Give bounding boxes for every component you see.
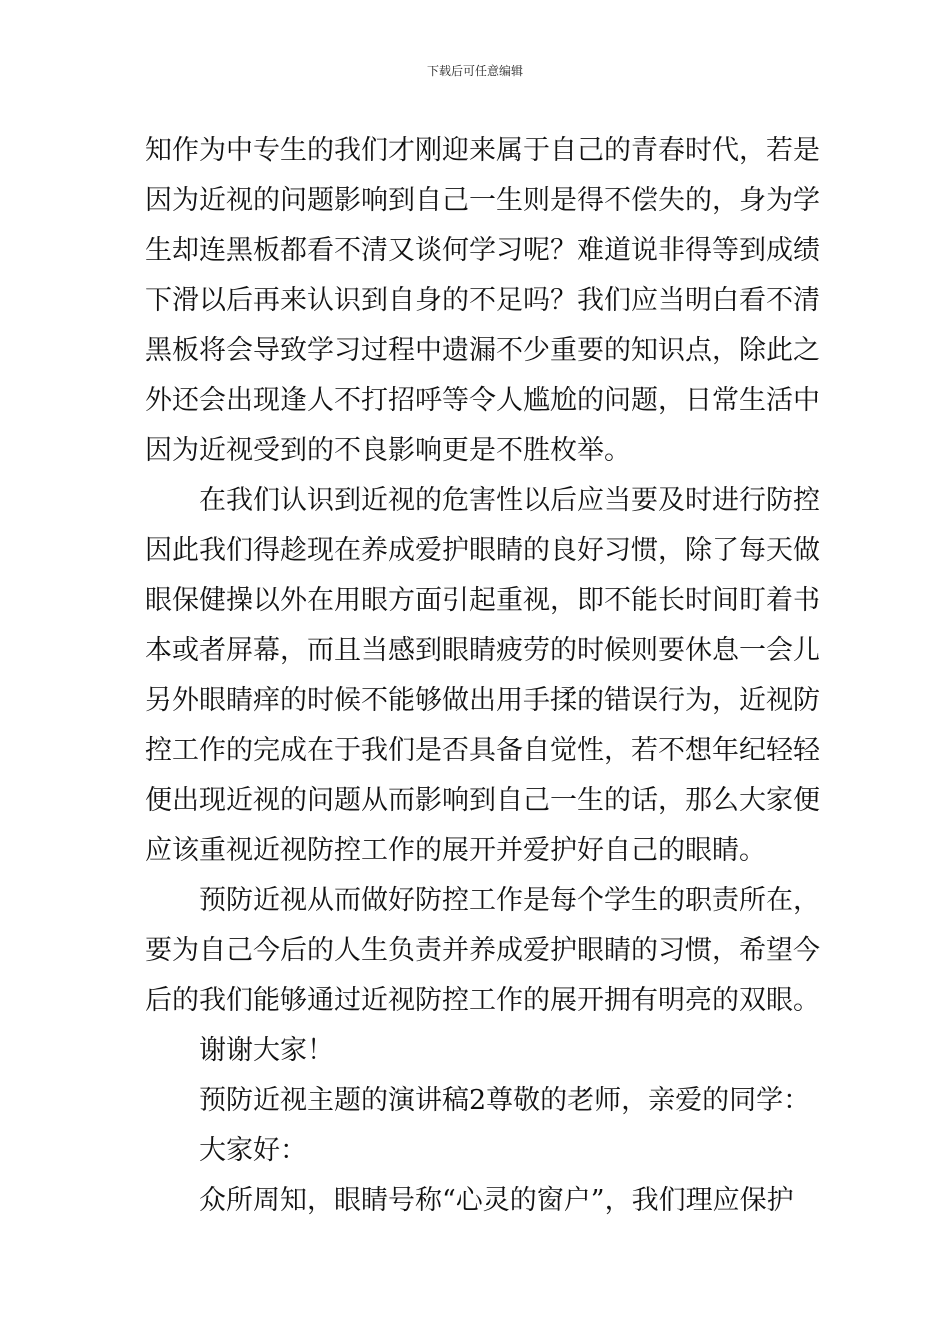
text-line: 控工作的完成在于我们是否具备自觉性，若不想年纪轻轻 (145, 735, 820, 766)
text-line: 黑板将会导致学习过程中遗漏不少重要的知识点，除此之 (145, 335, 820, 366)
text-line: 下滑以后再来认识到自身的不足吗？我们应当明白看不清 (145, 285, 820, 316)
text-line: 预防近视从而做好防控工作是每个学生的职责所在， (199, 885, 820, 916)
text-line: 应该重视近视防控工作的展开并爱护好自己的眼睛。 (145, 835, 766, 866)
text-line: 眼保健操以外在用眼方面引起重视，即不能长时间盯着书 (145, 585, 820, 616)
speech-title-line: 预防近视主题的演讲稿2尊敬的老师，亲爱的同学： (199, 1085, 811, 1116)
text-line: 知作为中专生的我们才刚迎来属于自己的青春时代，若是 (145, 135, 820, 166)
text-line: 在我们认识到近视的危害性以后应当要及时进行防控 (199, 485, 820, 516)
text-line: 因为近视受到的不良影响更是不胜枚举。 (145, 435, 631, 466)
text-line: 另外眼睛痒的时候不能够做出用手揉的错误行为，近视防 (145, 685, 820, 716)
text-line: 后的我们能够通过近视防控工作的展开拥有明亮的双眼。 (145, 985, 820, 1016)
text-line: 本或者屏幕，而且当感到眼睛疲劳的时候则要休息一会儿 (145, 635, 820, 666)
text-line: 外还会出现逢人不打招呼等令人尴尬的问题，日常生活中 (145, 385, 820, 416)
text-line: 因为近视的问题影响到自己一生则是得不偿失的，身为学 (145, 185, 820, 216)
greeting-line: 大家好： (199, 1135, 307, 1166)
text-line: 便出现近视的问题从而影响到自己一生的话，那么大家便 (145, 785, 820, 816)
closing-thanks: 谢谢大家！ (199, 1035, 334, 1066)
text-line: 因此我们得趁现在养成爱护眼睛的良好习惯，除了每天做 (145, 535, 820, 566)
page-header: 下载后可任意编辑 (426, 64, 523, 78)
text-line: 生却连黑板都看不清又谈何学习呢？难道说非得等到成绩 (145, 235, 820, 266)
text-line: 要为自己今后的人生负责并养成爱护眼睛的习惯，希望今 (145, 935, 820, 966)
text-line: 众所周知，眼睛号称“心灵的窗户”，我们理应保护 (199, 1185, 794, 1216)
